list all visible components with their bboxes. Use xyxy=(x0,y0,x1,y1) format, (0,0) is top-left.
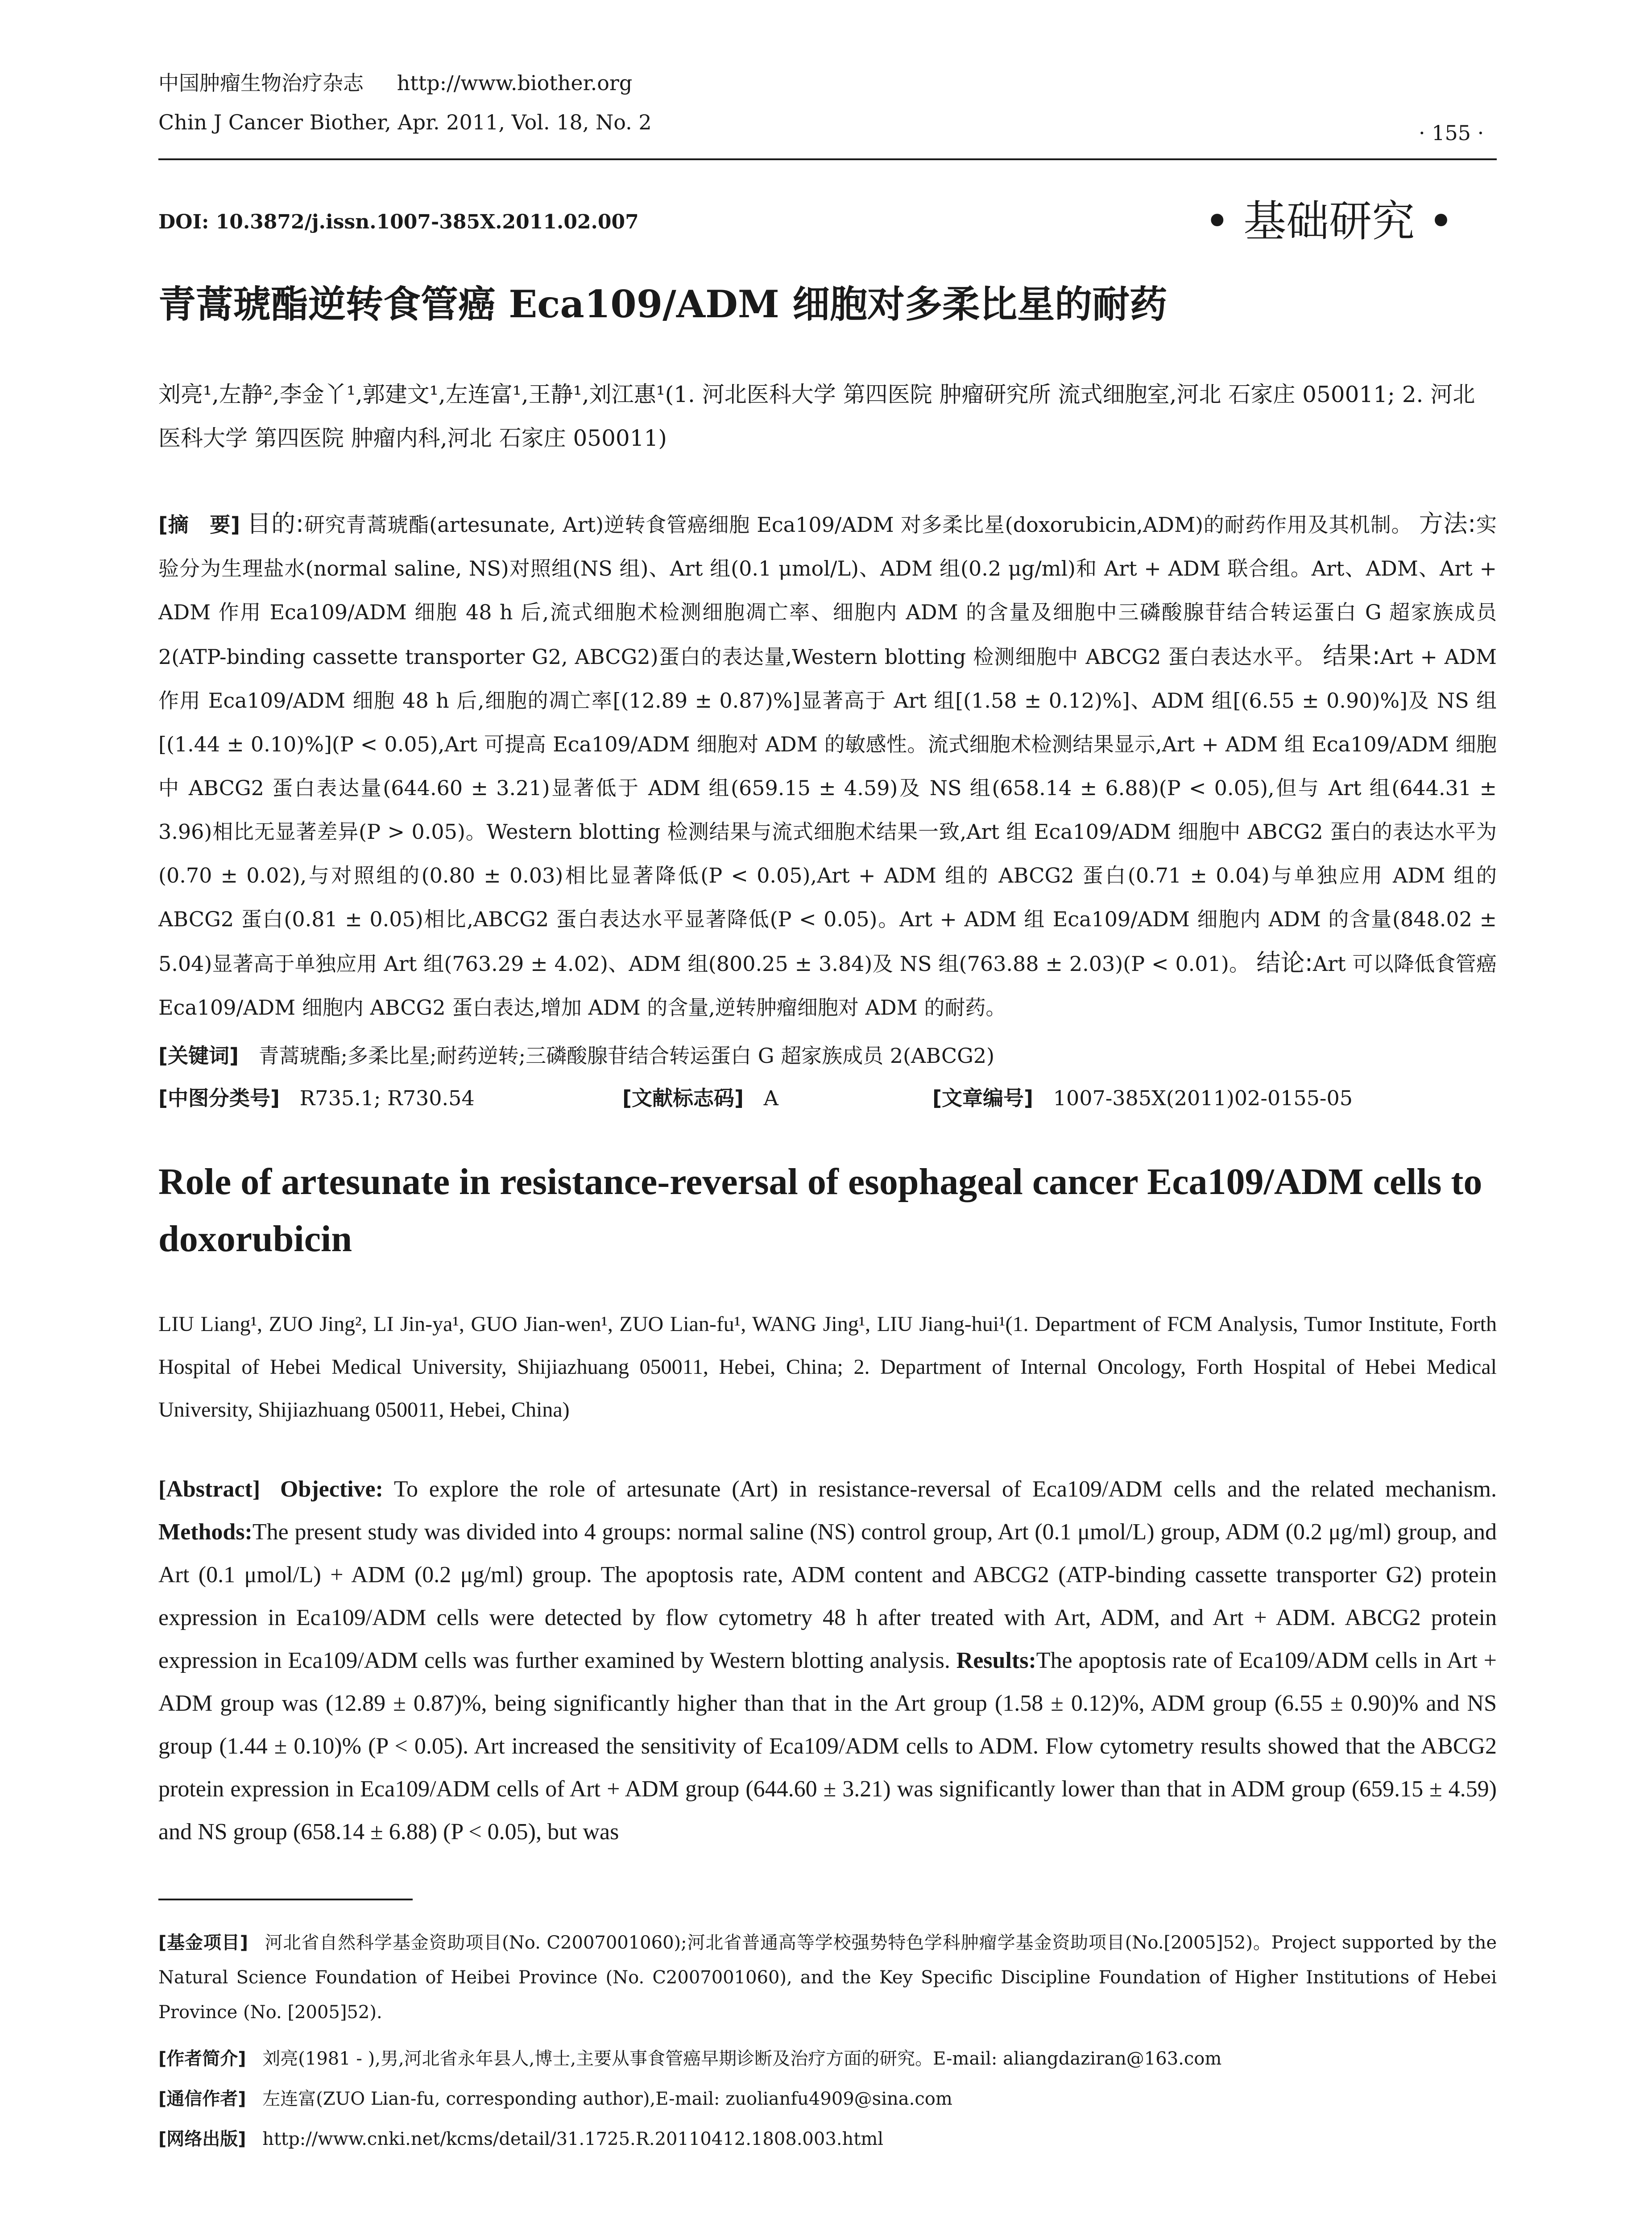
fund-label: [基金项目] xyxy=(158,1932,248,1953)
author-info-label: [作者简介] xyxy=(158,2049,246,2069)
article-no-label: [文章编号] xyxy=(932,1086,1034,1110)
online-link[interactable]: http://www.cnki.net/kcms/detail/31.1725.R.20110412.1808.003.html xyxy=(262,2129,884,2149)
keywords-text: 青蒿琥酯;多柔比星;耐药逆转;三磷酸腺苷结合转运蛋白 G 超家族成员 2(ABCG2) xyxy=(258,1044,995,1068)
objective-cn-label: 目的: xyxy=(247,510,304,538)
objective-en-label: Objective: xyxy=(280,1476,383,1502)
results-en: The apoptosis rate of Eca109/ADM cells in Art + ADM group was (12.89 ± 0.87)%, being significantly higher than that in the Art group (1.58 ± 0.12)%, ADM group (6.55 ± 0.90)% and NS group (1.44 ± 0.10)% (P < 0.05). Art increased the sensitivity of Eca109/ADM cells to ADM. Flow cytometry results showed that the ABCG2 protein expression in Eca109/ADM cells of Art + ADM group (644.60 ± 3.21) was significantly lower than that in ADM group (659.15 ± 4.59) and NS group (658.14 ± 6.88) (P < 0.05), but was xyxy=(158,1648,1497,1845)
classification-clc xyxy=(158,1082,475,1111)
classification-article xyxy=(932,1082,1353,1111)
footnote-rule xyxy=(158,1899,413,1900)
abstract-cn-label: [摘 要] xyxy=(158,513,240,537)
header-rule xyxy=(158,158,1497,160)
conclusion-cn: Art 可以降低食管癌 Eca109/ADM 细胞内 ABCG2 蛋白表达,增加 ADM 的含量,逆转肿瘤细胞对 ADM 的耐药。 xyxy=(158,952,1497,1020)
section-label: • 基础研究 • xyxy=(1205,196,1454,246)
methods-en-label: Methods: xyxy=(158,1519,253,1545)
results-en-label: Results: xyxy=(956,1648,1036,1673)
methods-en: The present study was divided into 4 groups: normal saline (NS) control group, Art (0.1 μmol/L) group, ADM (0.2 μg/ml) group, and Art (0.1 μmol/L) + ADM (0.2 μg/ml) group. The apoptosis rate, ADM content and ABCG2 (ATP-binding cassette transporter G2) protein expression in Eca109/ADM cells were detected by flow cytometry 48 h after treated with Art, ADM, and Art + ADM. ABCG2 protein expression in Eca109/ADM cells was further examined by Western blotting analysis. xyxy=(158,1519,1497,1673)
corresponding-text: 左连富(ZUO Lian-fu, corresponding author),E-mail: zuolianfu4909@sina.com xyxy=(262,2089,952,2109)
objective-cn: 研究青蒿琥酯(artesunate, Art)逆转食管癌细胞 Eca109/ADM 对多柔比星(doxorubicin,ADM)的耐药作用及其机制。 xyxy=(304,513,1412,537)
corresponding-label: [通信作者] xyxy=(158,2089,246,2109)
doc-code-value: A xyxy=(763,1086,778,1110)
methods-cn-label: 方法: xyxy=(1419,510,1476,538)
footnote-author xyxy=(158,2041,1497,2076)
journal-url[interactable]: http://www.biother.org xyxy=(397,71,633,95)
running-header xyxy=(158,67,632,99)
clc-label: [中图分类号] xyxy=(158,1086,280,1110)
abstract-en xyxy=(158,1468,1497,1854)
doc-code-label: [文献标志码] xyxy=(622,1086,744,1110)
results-cn: Art + ADM 作用 Eca109/ADM 细胞 48 h 后,细胞的凋亡率[(12.89 ± 0.87)%]显著高于 Art 组[(1.58 ± 0.12)%]、ADM 组[(6.55 ± 0.90)%]及 NS 组[(1.44 ± 0.10)%](P < 0.05),Art 可提高 Eca109/ADM 细胞对 ADM 的敏感性。流式细胞术检测结果显示,Art + ADM 组 Eca109/ADM 细胞中 ABCG2 蛋白表达量(644.60 ± 3.21)显著低于 ADM 组(659.15 ± 4.59)及 NS 组(658.14 ± 6.88)(P < 0.05),但与 Art 组(644.31 ± 3.96)相比无显著差异(P > 0.05)。Western blotting 检测结果与流式细胞术结果一致,Art 组 Eca109/ADM 细胞中 ABCG2 蛋白的表达水平为(0.70 ± 0.02),与对照组的(0.80 ± 0.03)相比显著降低(P < 0.05),Art + ADM 组的 ABCG2 蛋白(0.71 ± 0.04)与单独应用 ADM 组的 ABCG2 蛋白(0.81 ± 0.05)相比,ABCG2 蛋白表达水平显著降低(P < 0.05)。Art + ADM 组 Eca109/ADM 细胞内 ADM 的含量(848.02 ± 5.04)显著高于单独应用 Art 组(763.29 ± 4.02)、ADM 组(800.25 ± 3.84)及 NS 组(763.88 ± 2.03)(P < 0.01)。 xyxy=(158,645,1497,976)
keywords-label: [关键词] xyxy=(158,1044,239,1068)
footnote-fund xyxy=(158,1925,1497,2030)
abstract-en-label: [Abstract] xyxy=(158,1476,261,1502)
journal-name-cn: 中国肿瘤生物治疗杂志 xyxy=(158,71,364,95)
conclusion-cn-label: 结论: xyxy=(1256,949,1313,977)
authors-cn: 刘亮¹,左静²,李金丫¹,郭建文¹,左连富¹,王静¹,刘江惠¹(1. 河北医科大学 第四医院 肿瘤研究所 流式细胞室,河北 石家庄 050011; 2. 河北医科大学 第四医院 肿瘤内科,河北 石家庄 050011) xyxy=(158,382,1475,451)
journal-citation: Chin J Cancer Biother, Apr. 2011, Vol. 18, No. 2 xyxy=(158,110,652,134)
article-no-value: 1007-385X(2011)02-0155-05 xyxy=(1053,1086,1353,1110)
classification-doc xyxy=(622,1082,778,1111)
title-cn: 青蒿琥酯逆转食管癌 Eca109/ADM 细胞对多柔比星的耐药 xyxy=(158,282,1168,326)
abstract-cn xyxy=(158,502,1497,1029)
doi: DOI: 10.3872/j.issn.1007-385X.2011.02.007 xyxy=(158,211,639,233)
author-info-text: 刘亮(1981 - ),男,河北省永年县人,博士,主要从事食管癌早期诊断及治疗方面的研究。E-mail: aliangdaziran@163.com xyxy=(262,2049,1222,2069)
footnote-online xyxy=(158,2122,1497,2156)
page-number: · 155 · xyxy=(1419,121,1484,145)
fund-text: 河北省自然科学基金资助项目(No. C2007001060);河北省普通高等学校强势特色学科肿瘤学基金资助项目(No.[2005]52)。Project supported by the Natural Science Foundation of Heibei Province (No. C2007001060), and the Key Specific Discipline Foundation of Higher Institutions of Hebei Province (No. [2005]52). xyxy=(158,1932,1497,2023)
title-en: Role of artesunate in resistance-reversal of esophageal cancer Eca109/ADM cells to doxorubicin xyxy=(158,1161,1482,1260)
footnote-corresponding xyxy=(158,2082,1497,2116)
online-label: [网络出版] xyxy=(158,2129,246,2149)
objective-en: To explore the role of artesunate (Art) in resistance-reversal of Eca109/ADM cells and the related mechanism. xyxy=(393,1476,1497,1502)
keywords xyxy=(158,1040,1497,1069)
authors-en: LIU Liang¹, ZUO Jing², LI Jin-ya¹, GUO Jian-wen¹, ZUO Lian-fu¹, WANG Jing¹, LIU Jiang-hui¹(1. Department of FCM Analysis, Tumor Institute, Forth Hospital of Hebei Medical University, Shijiazhuang 050011, Hebei, China; 2. Department of Internal Oncology, Forth Hospital of Hebei Medical University, Shijiazhuang 050011, Hebei, China) xyxy=(158,1312,1497,1422)
results-cn-label: 结果: xyxy=(1323,642,1380,670)
clc-value: R735.1; R730.54 xyxy=(299,1086,475,1110)
methods-cn: 实验分为生理盐水(normal saline, NS)对照组(NS 组)、Art 组(0.1 μmol/L)、ADM 组(0.2 μg/ml)和 Art + ADM 联合组。Art、ADM、Art + ADM 作用 Eca109/ADM 细胞 48 h 后,流式细胞术检测细胞凋亡率、细胞内 ADM 的含量及细胞中三磷酸腺苷结合转运蛋白 G 超家族成员 2(ATP-binding cassette transporter G2, ABCG2)蛋白的表达量,Western blotting 检测细胞中 ABCG2 蛋白表达水平。 xyxy=(158,513,1497,669)
